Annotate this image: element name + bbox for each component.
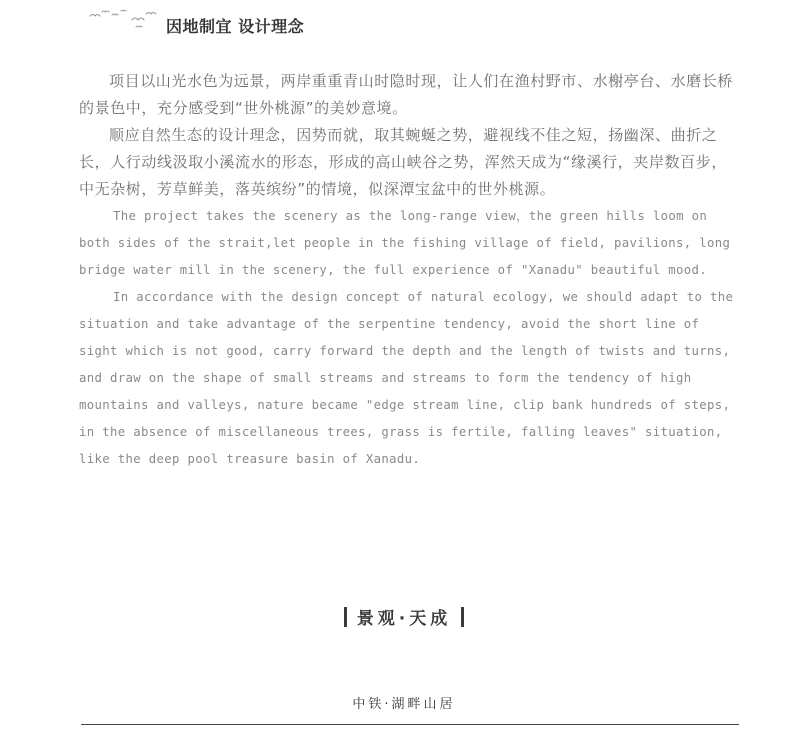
landscape-heading [0, 604, 808, 629]
intro-english [79, 203, 744, 473]
heading-right-bar [461, 607, 464, 627]
birds-icon [88, 6, 160, 32]
intro-en-paragraph-2: In accordance with the design concept of natural ecology, we should adapt to the situation and take advantage of the serpentine tendency, avoid the short line of sight which is not good, carry forward the depth and the length of twists and turns, and draw on the shape of small streams and streams to form the tendency of high mountains and valleys, nature became "edge stream line, clip bank hundreds of steps, in the absence of miscellaneous trees, grass is fertile, falling leaves" situation, like the deep pool treasure basin of Xanadu. [79, 290, 734, 466]
footer-divider [81, 724, 739, 725]
intro-chinese [79, 68, 739, 203]
heading-left-bar [344, 607, 347, 627]
landscape-heading-text: 景观·天成 [356, 609, 452, 629]
footer-brand: 中铁·湖畔山居 [352, 697, 456, 712]
intro-zh-paragraph-2: 顺应自然生态的设计理念，因势而就，取其蜿蜒之势，避视线不佳之短，扬幽深、曲折之长，人行动线汲取小溪流水的形态，形成的高山峡谷之势，浑然天成为“缘溪行，夹岸数百步，中无杂树，芳草鲜美，落英缤纷”的情境，似深潭宝盆中的世外桃源。 [79, 126, 727, 198]
intro-en-paragraph-1: The project takes the scenery as the long-range view，the green hills loom on both sides of the strait,let people in the fishing village of field, pavilions, long bridge water mill in the scenery, the full experience of "Xanadu" beautiful mood. [79, 209, 731, 277]
intro-zh-paragraph-1: 项目以山光水色为远景，两岸重重青山时隐时现，让人们在渔村野市、水榭亭台、水磨长桥的景色中，充分感受到“世外桃源”的美妙意境。 [79, 72, 734, 117]
section-title: 因地制宜 设计理念 [166, 17, 305, 36]
